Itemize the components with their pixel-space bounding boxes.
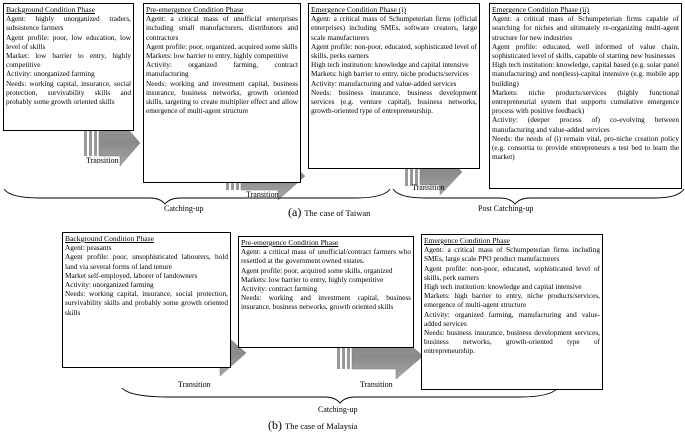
box-line: Agent profile: non-poor, educated, sophisticated level of skills, perks earners	[311, 41, 477, 61]
box-line: Agent profile: poor, unsophisticated labourers, hold land via several forms of land tenure	[65, 252, 228, 271]
box-line: Agent profile: poor, acquired some skills, organized	[241, 265, 393, 275]
taiwan-catching-up-brace	[4, 189, 390, 204]
box-title: Background Condition Phase	[6, 5, 96, 14]
box-line: Agent: a critical mass of Schumpeterian firms (official enterprises) including SMEs, software creators, large scale manufacturers	[311, 14, 477, 42]
box-line: Activity: organized farming, contract manufacturing	[146, 60, 298, 79]
box-title: Emergence Condition Phase (ii)	[492, 5, 590, 14]
box-line: High tech institution: knowledge, capital based (e.g. solar panel manufacturing) and non(less)-capital intensive (e.g. mobile app building)	[492, 60, 679, 88]
box-line: Activity: organized farming, manufacturing and value-added services	[424, 309, 600, 328]
box-line: Activity: manufacturing and value-added services	[311, 78, 457, 88]
box-line: Agent: a critical mass of Schumpeterian firms capable of searching for niches and ultimately re-organizing multi-agent structure for new industries	[492, 14, 679, 42]
taiwan-catching-up-label: Catching-up	[164, 204, 204, 213]
box-line: Markets: high barrier to entry, niche products/services	[311, 69, 469, 79]
box-line: Needs: working capital, insurance, social protection, survivability skills and probably some growth oriented skills	[6, 78, 131, 107]
box-title: Emergence Condition Phase	[424, 236, 510, 245]
taiwan-background-phase-box	[3, 3, 134, 131]
box-line: Markets: niche products/services (highly functional entrepreneurial system that supports cumulative emergence process with positive feedback)	[492, 87, 679, 116]
box-line: Activity: unorganized farming	[65, 280, 154, 290]
box-line: Needs: working and investment capital, business insurance, business networks, growth oriented skills, targeting to create multiplier effect and allow emergence of multi-agent structure	[146, 78, 298, 116]
taiwan-transition-label-1: Transition	[86, 156, 119, 165]
box-line: Market self-employed, laborer of landowners	[65, 270, 198, 280]
box-line: Needs: the needs of (i) remain vital, pro-niche creation policy (e.g. consortia to provide entrepreneurs a test bed to learn the market)	[492, 133, 679, 162]
taiwan-pre-emergence-phase-box	[143, 3, 301, 183]
box-line: Markets: low barrier to entry, highly competitive	[146, 51, 289, 61]
box-line: Agent profile: educated, well informed of value chain, sophisticated level of skills, capable of starting new businesses	[492, 41, 679, 61]
box-line: Agent profile: poor, low education, low level of skills	[6, 32, 131, 51]
taiwan-post-catching-up-label: Post Catching-up	[478, 204, 534, 213]
malaysia-catching-up-label: Catching-up	[318, 405, 358, 414]
box-line: Needs: business insurance, business development services, business networks, growth-oriented type of entrepreneurship.	[424, 328, 600, 356]
box-title: Background Condition Phase	[65, 234, 155, 243]
caption-letter: (a)	[288, 205, 302, 219]
caption-text: The case of Taiwan	[304, 208, 371, 218]
box-line: Agent: a critical mass of unofficial enterprises including small manufacturers, distributors and contractors	[146, 14, 298, 42]
box-line: Activity: (deeper process of) co-evolving between manufacturing and value-added services	[492, 115, 679, 134]
taiwan-transition-label-3: Transition	[412, 183, 445, 192]
box-line: Needs: working and investment capital, business insurance, business networks, growth oriented skills	[241, 293, 411, 312]
box-title: Pre-emergence Condition Phase	[146, 5, 244, 14]
box-title: Emergence Condition Phase (i)	[311, 5, 406, 14]
box-line: Activity: contract farming	[241, 284, 318, 294]
malaysia-caption	[268, 418, 357, 433]
box-line: Agent profile: non-poor, educated, sophisticated level of skills, perk earners	[424, 263, 600, 282]
box-line: Agent: peasants	[65, 243, 112, 253]
box-line: Needs: business insurance, business development services (e.g. venture capital), business networks, growth-oriented type of entrepreneurship.	[311, 87, 477, 116]
malaysia-pre-emergence-phase-box	[238, 236, 414, 348]
box-line: Activity: unorganized farming	[6, 69, 95, 79]
caption-letter: (b)	[268, 418, 282, 432]
caption-text: The case of Malaysia	[285, 421, 358, 431]
malaysia-catching-up-brace	[122, 388, 558, 403]
box-line: Agent: a critical mass of Schumpeterian firms including SMEs, large scale PPO product manufacturers	[424, 245, 600, 264]
box-line: High tech institution: knowledge and capital intensive	[424, 282, 582, 292]
box-line: Agent: highly unorganized traders, subsistence farmers	[6, 14, 131, 33]
malaysia-background-phase-box	[62, 232, 231, 368]
taiwan-emergence-i-phase-box	[308, 3, 480, 169]
malaysia-emergence-phase-box	[421, 234, 603, 390]
taiwan-caption	[288, 205, 370, 220]
taiwan-transition-label-2: Transition	[246, 190, 279, 199]
box-title: Pre-emergence Condition Phase	[241, 238, 339, 247]
box-line: Agent profile: poor, organized, acquired some skills	[146, 41, 298, 51]
box-line: High tech institution: knowledge and capital intensive	[311, 60, 469, 70]
box-line: Market: low barrier to entry, highly competitive	[6, 51, 131, 70]
malaysia-transition-label-1: Transition	[178, 380, 211, 389]
taiwan-emergence-ii-phase-box	[489, 3, 682, 189]
box-line: Agent: a critical mass of unofficial/contract farmers who resettled at the government owned estates.	[241, 247, 411, 266]
box-line: Needs: working capital, insurance, social protection, survivability skills and probably some growth oriented skills	[65, 289, 228, 317]
malaysia-transition-label-2: Transition	[360, 380, 393, 389]
box-line: Markets: low barrier to entry, highly competitive	[241, 274, 384, 284]
box-line: Markets: high barrier to entry, niche products/services, emergence of multi-agent structure	[424, 291, 600, 310]
